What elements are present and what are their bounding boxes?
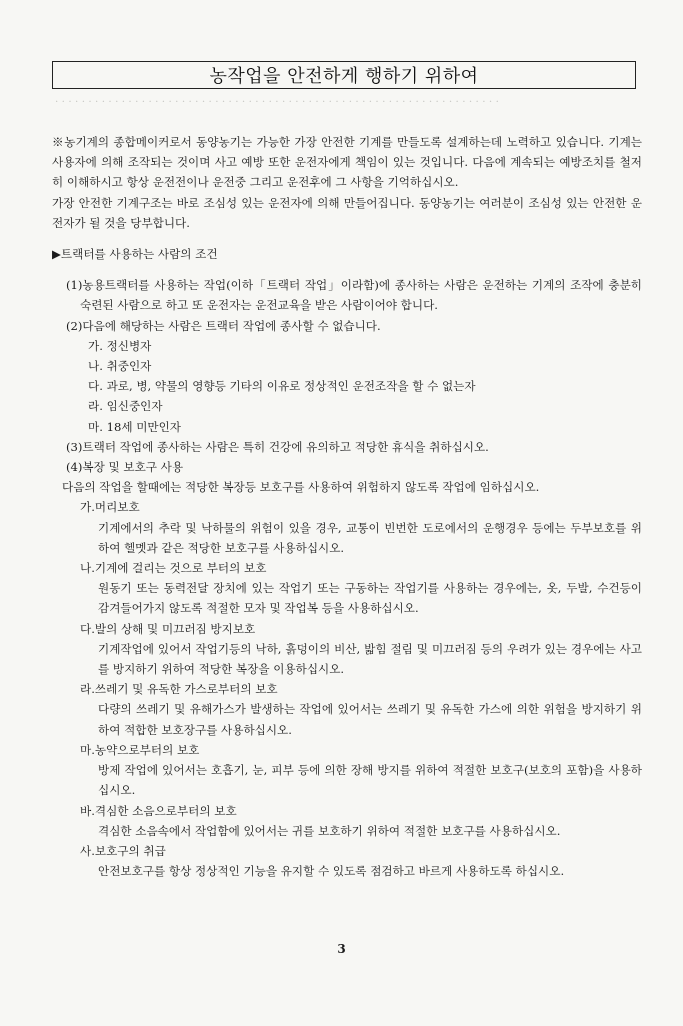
protection-heading: 사.보호구의 취급 xyxy=(80,843,166,858)
condition-item: (4)복장 및 보호구 사용 xyxy=(66,460,184,475)
exclusion-list-item: 라. 임신중인자 xyxy=(88,399,163,414)
protection-body: 기계작업에 있어서 작업기등의 낙하, 흙덩이의 비산, 밟힘 절림 및 미끄러짐 등의 우려가 있는 경우에는 사고를 방지하기 위하여 적당한 복장을 이용하십시오. xyxy=(98,641,642,677)
protection-heading: 바.격심한 소음으로부터의 보호 xyxy=(80,803,237,818)
page-title: 농작업을 안전하게 행하기 위하여 xyxy=(52,61,636,89)
page-number: 3 xyxy=(337,942,346,956)
protection-body: 다량의 쓰레기 및 유해가스가 발생하는 작업에 있어서는 쓰레기 및 유독한 가스에 의한 위험을 방지하기 위하여 적합한 보호장구를 사용하십시오. xyxy=(98,702,642,737)
exclusion-list-item: 마. 18세 미만인자 xyxy=(88,419,182,434)
condition-item: (1)농용트랙터를 사용하는 작업(이하「트랙터 작업」이라함)에 종사하는 사람은 운전하는 기계의 조작에 충분히 숙련된 사람으로 하고 또 운전자는 운전교육을 받은 사람이어야 합니다. xyxy=(66,278,642,313)
intro-paragraph: ※농기계의 종합메이커로서 동양농기는 가능한 가장 안전한 기계를 만들도록 설계하는데 노력하고 있습니다. 기계는 사용자에 의해 조작되는 것이며 사고 예방 또한 운전자에게 책임이 있는 것입니다. 다음에 계속되는 예방조치를 철저히 이해하시고 항상 운전전이나 운전중 그리고 운전후에 그 사항을 기억하십시오. xyxy=(52,135,642,190)
protection-body: 기계에서의 추락 및 낙하물의 위험이 있을 경우, 교통이 빈번한 도로에서의 운행경우 등에는 두부보호를 위하여 헬멧과 같은 적당한 보호구를 사용하십시오. xyxy=(98,520,642,555)
protection-heading: 마.농약으로부터의 보호 xyxy=(80,742,200,757)
section-heading: ▶트랙터를 사용하는 사람의 조건 xyxy=(52,247,218,262)
intro-paragraph: 가장 안전한 기계구조는 바로 조심성 있는 운전자에 의해 만들어집니다. 동양농기는 여러분이 조심성 있는 안전한 운전자가 될 것을 당부합니다. xyxy=(52,195,642,230)
condition-item: (3)트랙터 작업에 종사하는 사람은 특히 건강에 유의하고 적당한 휴식을 취하십시오. xyxy=(66,439,489,454)
protection-heading: 라.쓰레기 및 유독한 가스로부터의 보호 xyxy=(80,682,278,697)
page-body xyxy=(52,132,642,881)
bleed-through-text: · · · · · · · · · · · · · · · · · · · · · · · · · · · · · · · · · · · · · · · · · · · · · · · · · · · · · · · · · · · · · · · · · · · xyxy=(55,96,499,108)
condition-item: (2)다음에 해당하는 사람은 트랙터 작업에 종사할 수 없습니다. xyxy=(66,318,381,333)
protection-heading: 다.발의 상해 및 미끄러짐 방지보호 xyxy=(80,621,256,636)
protection-heading: 가.머리보호 xyxy=(80,500,140,515)
exclusion-list-item: 가. 정신병자 xyxy=(88,338,152,353)
exclusion-list-item: 다. 과로, 병, 약물의 영향등 기타의 이유로 정상적인 운전조작을 할 수 없는자 xyxy=(88,379,476,394)
exclusion-list-item: 나. 취중인자 xyxy=(88,359,152,374)
protection-body: 방제 작업에 있어서는 호흡기, 눈, 피부 등에 의한 장해 방지를 위하여 적절한 보호구(보호의 포함)을 사용하십시오. xyxy=(98,763,642,798)
protection-body: 원동기 또는 동력전달 장치에 있는 작업기 또는 구동하는 작업기를 사용하는 경우에는, 옷, 두발, 수건등이 감겨들어가지 않도록 적절한 모자 및 작업복 등을 사용하십시오. xyxy=(98,581,642,616)
protection-heading: 나.기계에 걸리는 것으로 부터의 보호 xyxy=(80,561,267,576)
protection-intro: 다음의 작업을 할때에는 적당한 복장등 보호구를 사용하여 위험하지 않도록 작업에 임하십시오. xyxy=(62,480,540,495)
protection-body: 격심한 소음속에서 작업함에 있어서는 귀를 보호하기 위하여 적절한 보호구를 사용하십시오. xyxy=(98,823,561,838)
protection-body: 안전보호구를 항상 정상적인 기능을 유지할 수 있도록 점검하고 바르게 사용하도록 하십시오. xyxy=(98,864,565,879)
